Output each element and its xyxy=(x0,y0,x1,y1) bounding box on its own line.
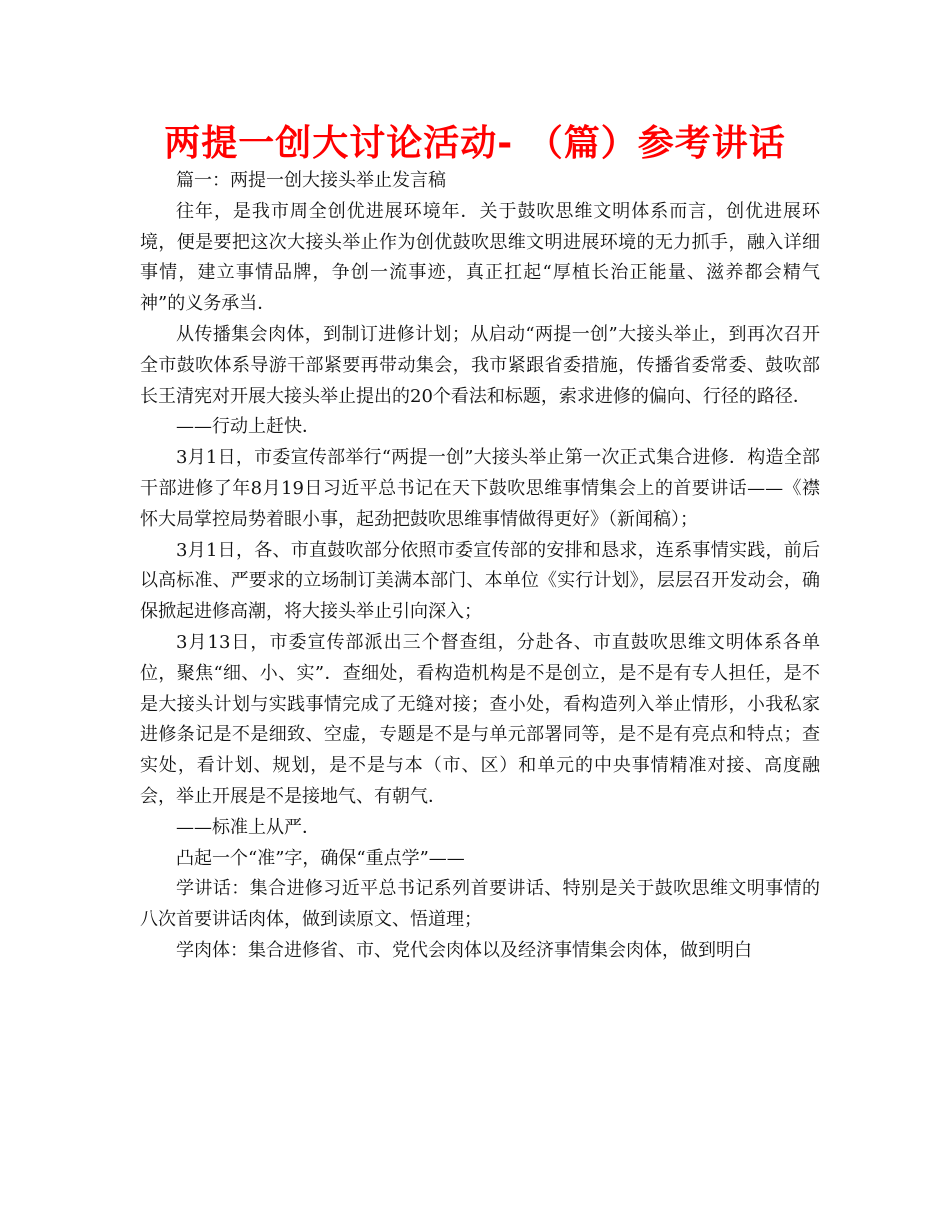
paragraph: 往年，是我市周全创优进展环境年．关于鼓吹思维文明体系而言，创优进展环境，便是要把这次大接头举止作为创优鼓吹思维文明进展环境的无力抓手，融入详细事情，建立事情品牌，争创一流事迹，真正扛起“厚植长治正能量、滋养都会精气神”的义务承当． xyxy=(140,200,820,315)
paragraph: 3月13日，市委宣传部派出三个督查组，分赴各、市直鼓吹思维文明体系各单位，聚焦“细、小、实”．查细处，看构造机构是不是创立，是不是有专人担任，是不是大接头计划与实践事情完成了无缝对接；查小处，看构造列入举止情形，小我私家进修条记是不是细致、空虚，专题是不是与单元部署同等，是不是有亮点和特点；查实处，看计划、规划，是不是与本（市、区）和单元的中央事情精准对接、高度融会，举止开展是不是接地气、有朝气． xyxy=(140,631,820,807)
document-title: 两提一创大讨论活动- （篇）参考讲话 xyxy=(164,123,786,164)
paragraph: ——行动上赶快． xyxy=(176,416,320,438)
paragraph: 3月1日，各、市直鼓吹部分依照市委宣传部的安排和恳求，连系事情实践，前后以高标准、严要求的立场制订美满本部门、本单位《实行计划》，层层召开发动会，确保掀起进修高潮，将大接头举止引向深入； xyxy=(140,539,820,623)
paragraph: 凸起一个“准”字，确保“重点学”—— xyxy=(176,847,465,869)
paragraph: 篇一：两提一创大接头举止发言稿 xyxy=(176,170,446,191)
paragraph: 学肉体：集合进修省、市、党代会肉体以及经济事情集会肉体，做到明白 xyxy=(176,939,752,961)
document-body xyxy=(140,166,820,967)
paragraph: 3月1日，市委宣传部举行“两提一创”大接头举止第一次正式集合进修．构造全部干部进修了年8月19日习近平总书记在天下鼓吹思维事情集会上的首要讲话——《襟怀大局掌控局势着眼小事，起劲把鼓吹思维事情做得更好》（新闻稿）； xyxy=(140,447,820,530)
paragraph: 从传播集会肉体，到制订进修计划；从启动“两提一创”大接头举止，到再次召开全市鼓吹体系导游干部紧要再带动集会，我市紧跟省委措施，传播省委常委、鼓吹部长王清宪对开展大接头举止提出的20个看法和标题，索求进修的偏向、行径的路径． xyxy=(140,323,820,407)
paragraph: 学讲话：集合进修习近平总书记系列首要讲话、特别是关于鼓吹思维文明事情的八次首要讲话肉体，做到读原文、悟道理； xyxy=(140,878,820,931)
paragraph: ——标准上从严． xyxy=(176,816,320,838)
